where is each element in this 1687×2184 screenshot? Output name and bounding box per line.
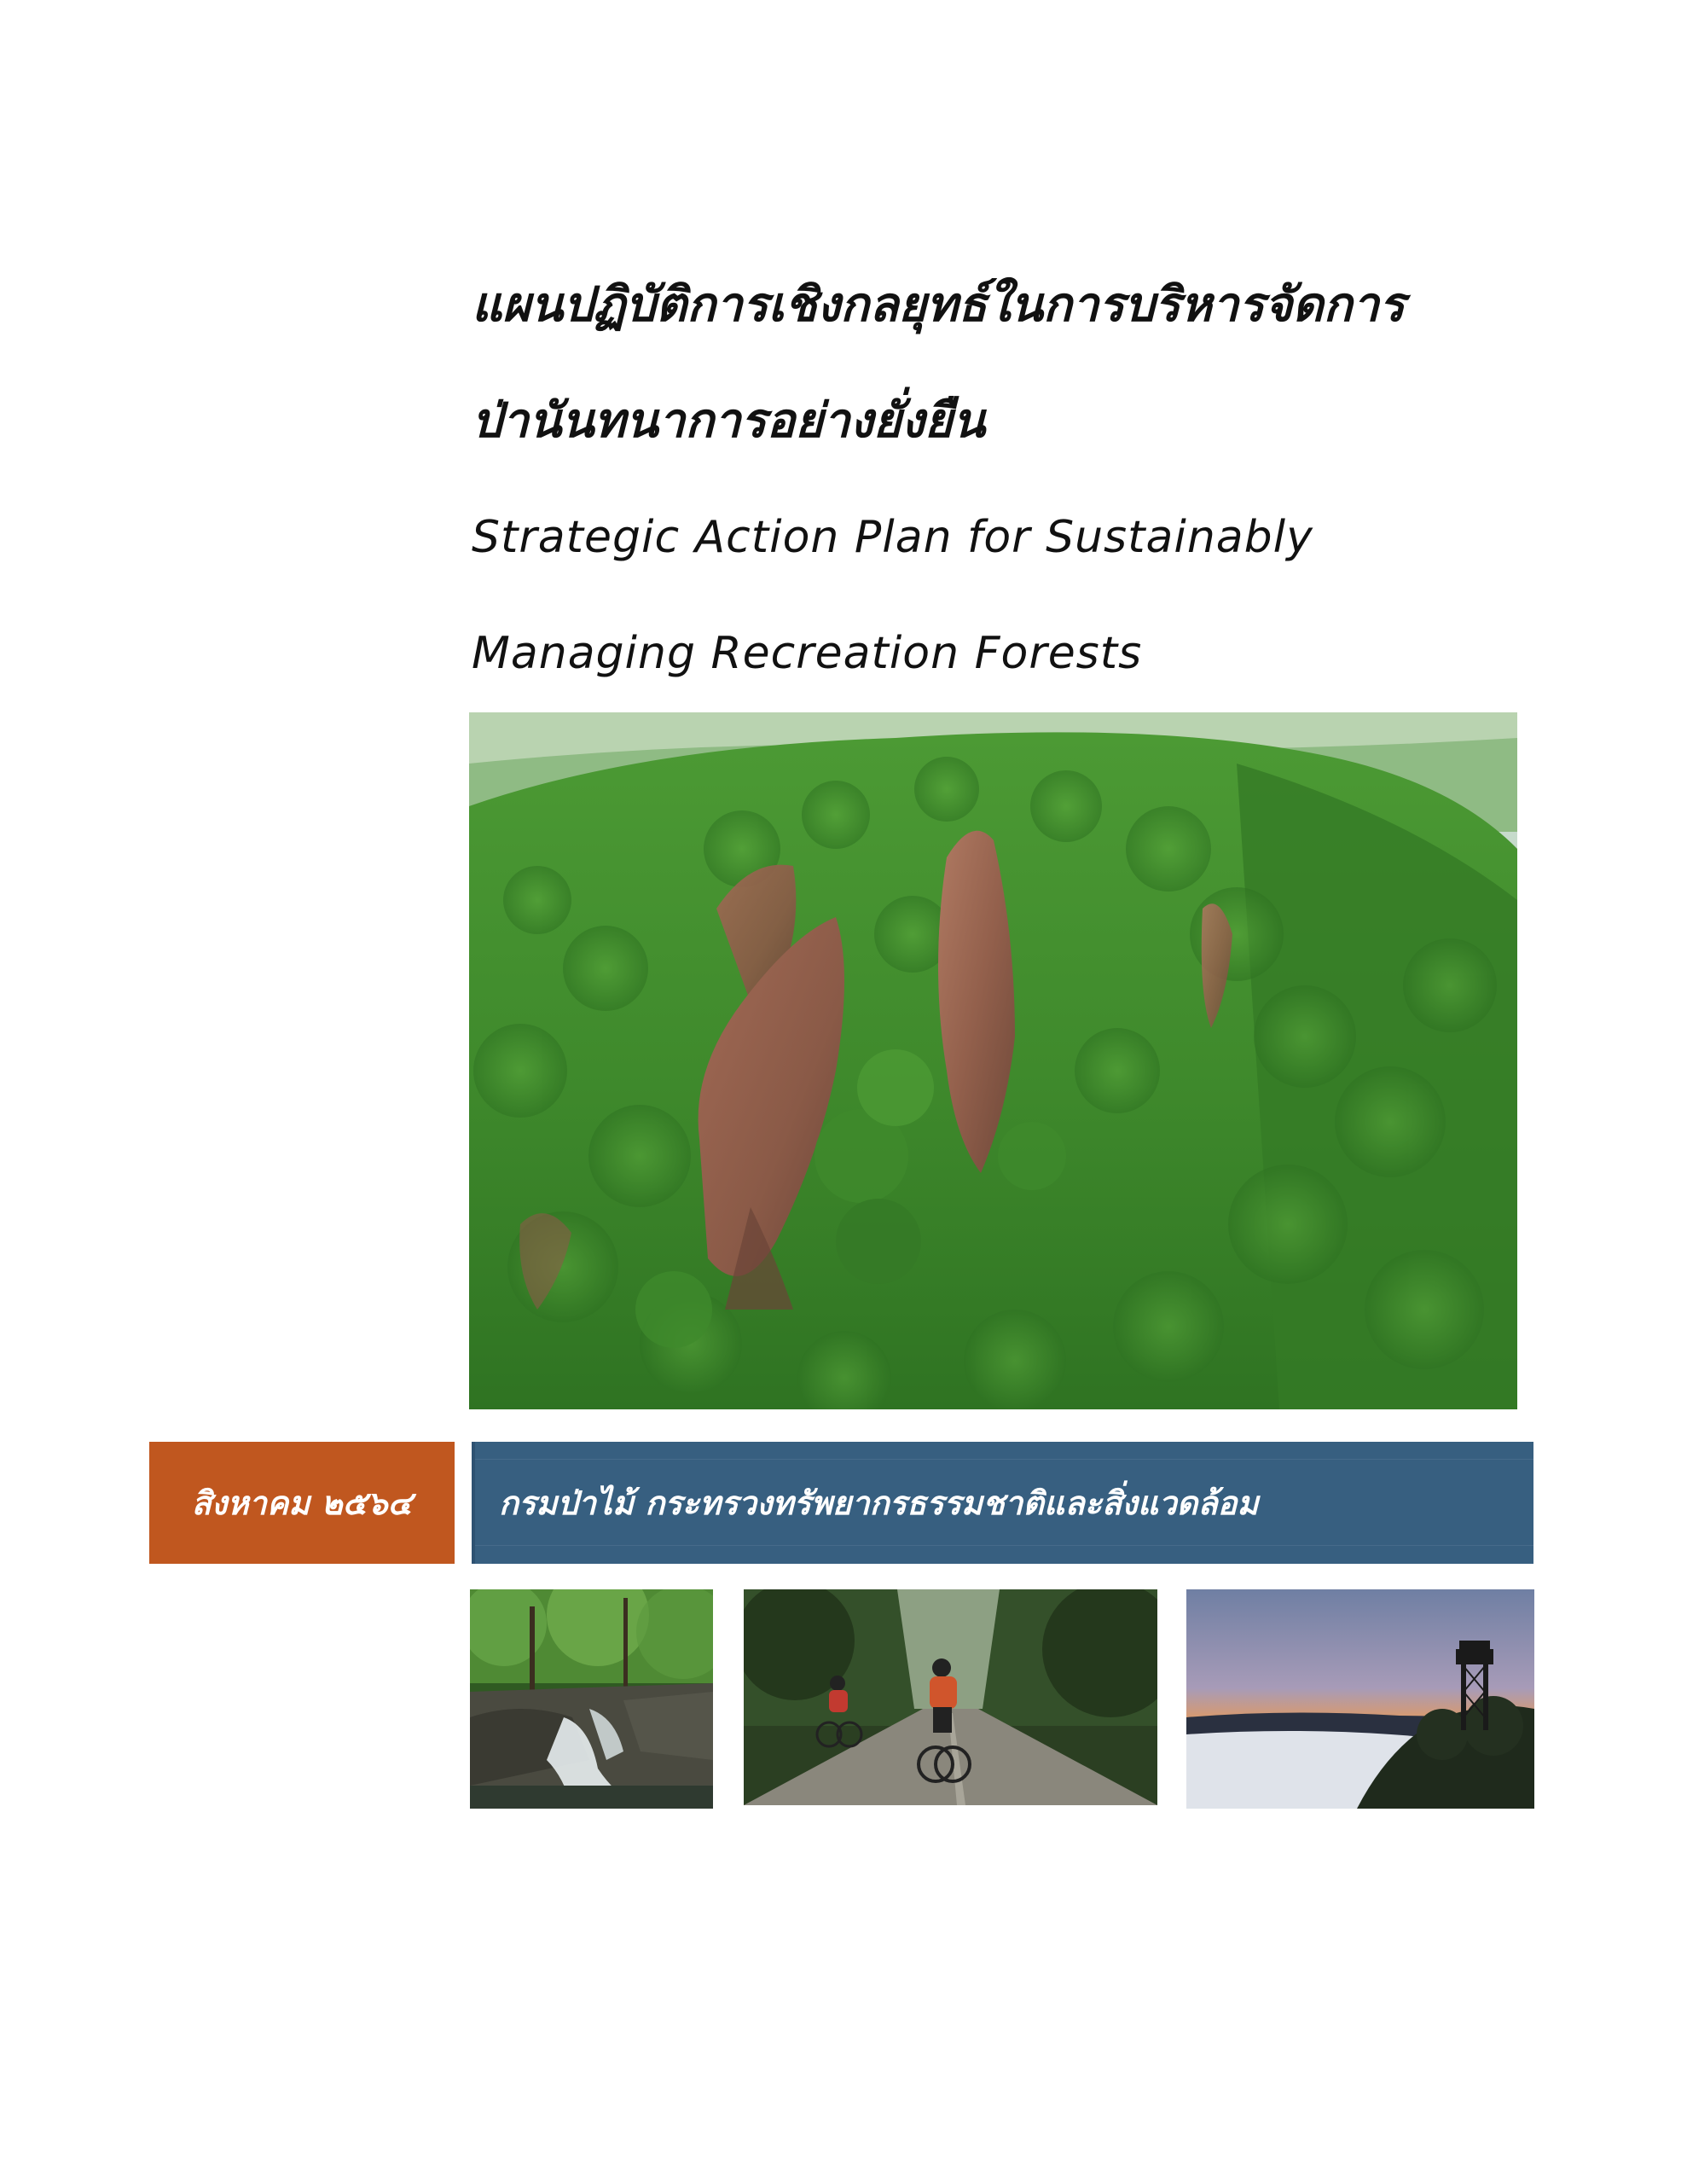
title-thai-line-2: ป่านันทนาการอย่างยั่งยืน [472, 393, 986, 449]
title-thai-line-1: แผนปฏิบัติการเชิงกลยุทธ์ในการบริหารจัดการ [472, 277, 1406, 333]
publication-date: สิงหาคม ๒๕๖๔ [191, 1484, 413, 1522]
title-block [472, 247, 1529, 712]
title-english-line-2: Managing Recreation Forests [472, 628, 1143, 679]
thumb-cyclists-photo [744, 1589, 1157, 1805]
band-separator [455, 1442, 472, 1564]
organization-band [472, 1442, 1533, 1564]
title-english-line-1: Strategic Action Plan for Sustainably [472, 512, 1313, 563]
thumb-sunset-tower-photo [1186, 1589, 1534, 1809]
organization-name: กรมป่าไม้ กระทรวงทรัพยากรธรรมชาติและสิ่งแวดล้อม [499, 1484, 1259, 1522]
date-band [149, 1442, 455, 1564]
main-photo-aerial-forest [469, 712, 1517, 1409]
thumb-waterfall-photo [470, 1589, 713, 1809]
